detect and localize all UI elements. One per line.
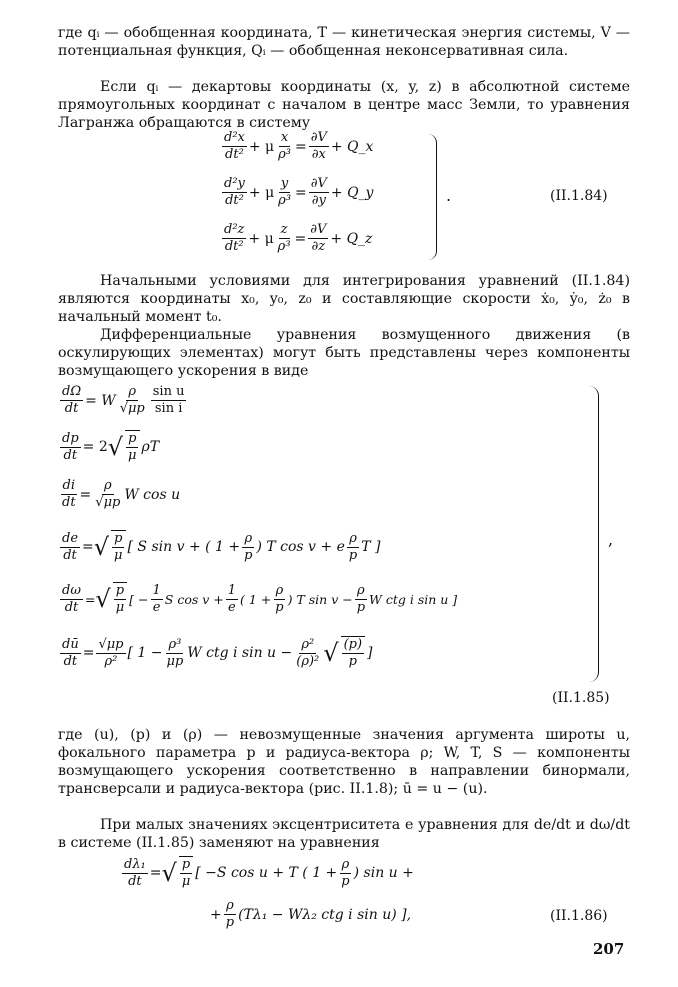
- eq84-line-y: $\frac{\text{d²y}}{\text{dt²}}$ + μ $\frac{y}{\text{ρ³}}$ = $\frac{\partial V}{\partial y}$ + Q_y: [224, 176, 374, 208]
- equation-II-1-86: [120, 856, 640, 936]
- paragraph-unperturbed-values: где (u), (p) и (ρ) — невозмущенные значения аргумента широты u, фокального параметра p и радиуса-вектора ρ; W, T, S — компоненты возмущающего ускорения соответственно в направлении бинормали, трансверсали и радиуса-вектора (рис. II.1.8); ū = u − (u).: [58, 727, 630, 797]
- eq85-line-p: $\frac{dp}{dt}$ = 2 √ $\frac{p}{\mu}$ ρT: [62, 430, 160, 463]
- paragraph-initial-conditions: Начальными условиями для интегрирования уравнений (II.1.84) являются координаты x₀, y₀, z₀ и составляющие скорости ẋ₀, ẏ₀, ż₀ в начальный момент t₀.: [58, 273, 630, 325]
- equation-II-1-85: $\frac{d\Omega}{dt}$ = W $\frac{\rho}{√\mu p}$ $\frac{\text{sin u}}{\text{sin i}}$ $\frac{dp}{dt}$ = 2 √ $\frac{p}{\mu}$ ρT $\frac{di}{dt}$ = $\frac{\rho}{√\mu p}$ W cos u $\frac{de}{dt}$ = √ $\frac{p}{\mu}$ [ S sin v + ( 1 + $\frac{\rho}{p}$ ) T cos v + e $\frac{\rho}{p}$ T ] $\frac{d\omega}{dt}$ = √ $\frac{p}{\mu}$ [ − $\frac{1}{e}$ S cos v + $\frac{1}{e}$ ( 1 + $\frac{\rho}{p}$ ) T sin v − $\frac{\rho}{p}$ W ctg i sin u ] $\frac{dū}{dt}$ = $\frac{√\mu p}{\text{ρ²}}$ [ 1 − $\frac{\text{ρ³}}{\mu p}$ W ctg i sin u − $\frac{\text{ρ²}}{\text{(ρ)²}}$ √ $\frac{(p)}{p}$ ] , (II.1.85): [58, 384, 638, 714]
- eq85-number: (II.1.85): [552, 690, 610, 706]
- paragraph-definitions: где qᵢ — обобщенная координата, T — кинетическая энергия системы, V — потенциальная функция, Qᵢ — обобщенная неконсервативная сила.: [58, 25, 630, 59]
- eq85-line-e: $\frac{de}{dt}$ = √ $\frac{p}{\mu}$ [ S sin v + ( 1 + $\frac{\rho}{p}$ ) T cos v + e $\frac{\rho}{p}$ T ]: [62, 530, 381, 563]
- eq85-line-u: $\frac{dū}{dt}$ = $\frac{√\mu p}{\text{ρ²}}$ [ 1 − $\frac{\text{ρ³}}{\mu p}$ W ctg i sin u − $\frac{\text{ρ²}}{\text{(ρ)²}}$ √ $\frac{(p)}{p}$ ]: [62, 636, 373, 669]
- paragraph-cartesian: Если qᵢ — декартовы координаты (x, y, z) в абсолютной системе прямоугольных координат с началом в центре масс Земли, то уравнения Лагранжа обращаются в систему: [58, 79, 630, 131]
- eq85-line-omega-node: $\frac{d\Omega}{dt}$ = W $\frac{\rho}{√\mu p}$ $\frac{\text{sin u}}{\text{sin i}}$: [62, 384, 185, 416]
- eq86-number: (II.1.86): [550, 908, 608, 924]
- eq84-brace: [428, 134, 437, 260]
- eq85-line-omega: $\frac{d\omega}{dt}$ = √ $\frac{p}{\mu}$ [ − $\frac{1}{e}$ S cos v + $\frac{1}{e}$ ( 1 + $\frac{\rho}{p}$ ) T sin v − $\frac{\rho}{p}$ W ctg i sin u ]: [62, 582, 458, 615]
- eq86-line-2: + $\frac{\rho}{p}$ (Tλ₁ − Wλ₂ ctg i sin u) ],: [210, 898, 412, 930]
- eq84-number: (II.1.84): [550, 188, 608, 204]
- eq86-line-1: $\frac{\text{dλ₁}}{dt}$ = √ $\frac{p}{\mu}$ [ −S cos u + T ( 1 + $\frac{\rho}{p}$ ) sin u +: [124, 856, 414, 889]
- paragraph-small-eccentricity: При малых значениях эксцентриситета e уравнения для de/dt и dω/dt в системе (II.1.85) заменяют на уравнения: [58, 817, 630, 851]
- eq85-line-i: $\frac{di}{dt}$ = $\frac{\rho}{√\mu p}$ W cos u: [62, 478, 181, 510]
- paragraph-perturbed-motion: Дифференциальные уравнения возмущенного движения (в оскулирующих элементах) могут быть представлены через компоненты возмущающего ускорения в виде: [58, 327, 630, 379]
- eq85-brace: [588, 386, 599, 682]
- equation-II-1-84: $\frac{\text{d²x}}{\text{dt²}}$ + μ $\frac{x}{\text{ρ³}}$ = $\frac{\partial V}{\partial x}$ + Q_x $\frac{\text{d²y}}{\text{dt²}}$ + μ $\frac{y}{\text{ρ³}}$ = $\frac{\partial V}{\partial y}$ + Q_y $\frac{\text{d²z}}{\text{dt²}}$ + μ $\frac{z}{\text{ρ³}}$ = $\frac{\partial V}{\partial z}$ + Q_z . (II.1.84): [220, 130, 640, 270]
- eq84-line-x: $\frac{\text{d²x}}{\text{dt²}}$ + μ $\frac{x}{\text{ρ³}}$ = $\frac{\partial V}{\partial x}$ + Q_x: [224, 130, 374, 162]
- page-number: 207: [593, 940, 625, 958]
- eq84-line-z: $\frac{\text{d²z}}{\text{dt²}}$ + μ $\frac{z}{\text{ρ³}}$ = $\frac{\partial V}{\partial z}$ + Q_z: [224, 222, 373, 254]
